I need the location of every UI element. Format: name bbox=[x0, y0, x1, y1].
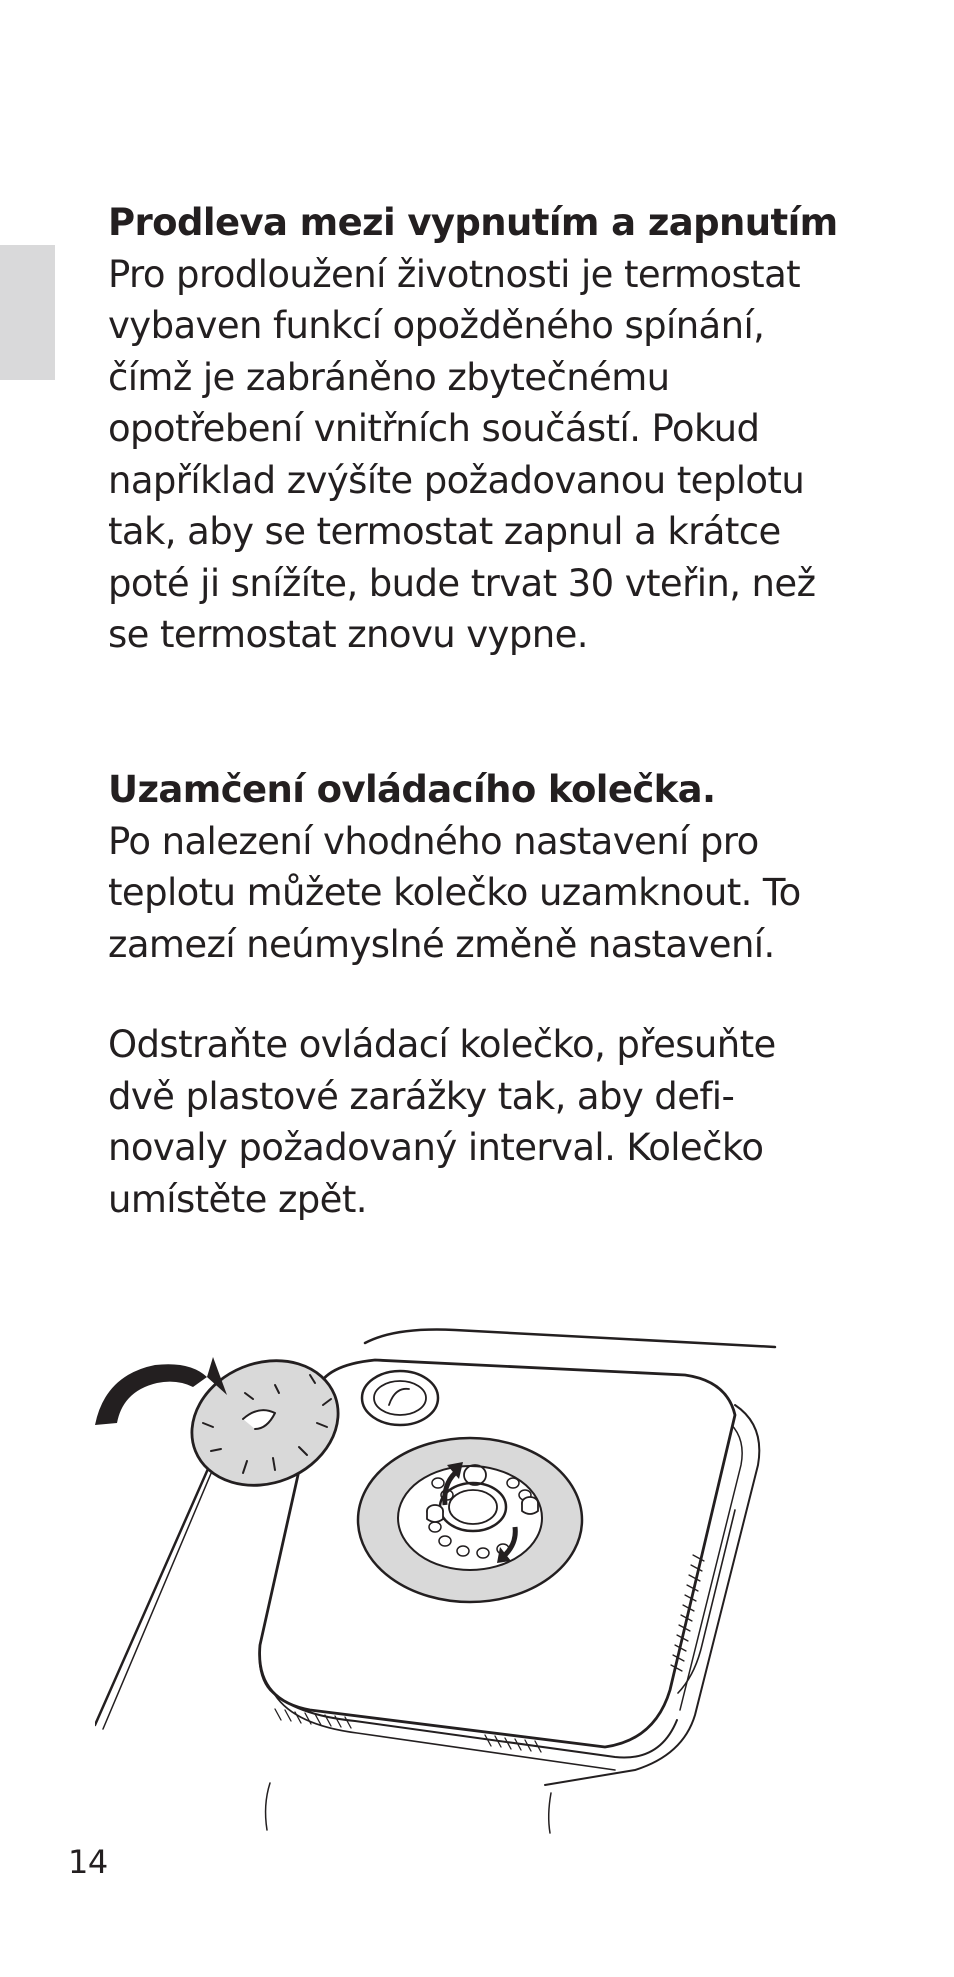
body-line: například zvýšíte požadovanou teplotu bbox=[108, 458, 805, 502]
body-line: Pro prodloužení životnosti je termostat bbox=[108, 252, 801, 296]
body-line: Odstraňte ovládací kolečko, přesuňte bbox=[108, 1023, 776, 1066]
section-dial-lock bbox=[108, 764, 828, 970]
thermostat-illustration bbox=[95, 1315, 815, 1835]
body-line: zamezí neúmyslné změně nastavení. bbox=[108, 922, 775, 966]
section-switch-delay bbox=[108, 197, 838, 661]
body-line: tak, aby se termostat zapnul a krátce bbox=[108, 510, 781, 553]
body-line: umístěte zpět. bbox=[108, 1177, 367, 1221]
section-heading: Prodleva mezi vypnutím a zapnutím bbox=[108, 201, 838, 244]
body-line: teplotu můžete kolečko uzamknout. To bbox=[108, 871, 801, 914]
section-dial-lock-instructions bbox=[108, 1019, 828, 1225]
body-line: opotřebení vnitřních součástí. Pokud bbox=[108, 407, 760, 450]
body-line: dvě plastové zarážky tak, aby defi- bbox=[108, 1074, 735, 1118]
page-number: 14 bbox=[68, 1843, 108, 1881]
section-heading: Uzamčení ovládacího kolečka. bbox=[108, 768, 716, 811]
body-line: novaly požadovaný interval. Kolečko bbox=[108, 1126, 764, 1169]
body-line: se termostat znovu vypne. bbox=[108, 613, 588, 656]
section-tab-marker bbox=[0, 245, 55, 380]
body-line: Po nalezení vhodného nastavení pro bbox=[108, 819, 759, 863]
body-line: poté ji snížíte, bude trvat 30 vteřin, než bbox=[108, 561, 816, 605]
body-line: vybaven funkcí opožděného spínání, bbox=[108, 304, 765, 347]
body-line: čímž je zabráněno zbytečnému bbox=[108, 355, 670, 399]
